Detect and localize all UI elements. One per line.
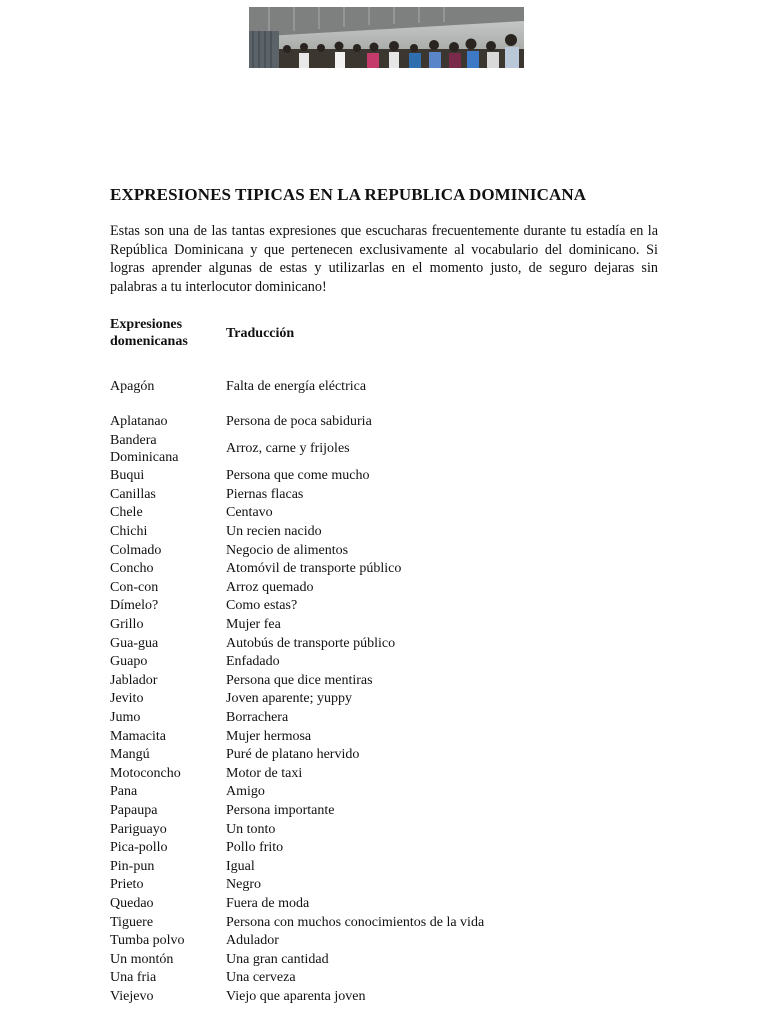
table-row <box>110 522 670 541</box>
expression-term: Pariguayo <box>110 821 167 837</box>
expression-translation: Atomóvil de transporte público <box>226 561 402 577</box>
header-photo <box>249 7 524 68</box>
expression-translation: Mujer hermosa <box>226 728 312 744</box>
expression-translation: Enfadado <box>226 654 280 670</box>
expression-translation: Fuera de moda <box>226 895 310 911</box>
table-row <box>110 578 670 597</box>
expression-term: Motoconcho <box>110 765 181 781</box>
expression-term: Buqui <box>110 468 145 484</box>
expression-translation: Adulador <box>226 933 279 949</box>
expression-translation: Persona con muchos conocimientos de la vida <box>226 914 485 930</box>
expression-term: Viejevo <box>110 988 154 1004</box>
expression-translation: Piernas flacas <box>226 486 304 502</box>
page-title: EXPRESIONES TIPICAS EN LA REPUBLICA DOMINICANA <box>110 185 587 204</box>
expression-translation: Persona que dice mentiras <box>226 672 373 688</box>
table-row <box>110 377 670 396</box>
expression-translation: Mujer fea <box>226 617 281 633</box>
expression-translation: Como estas? <box>226 598 298 614</box>
expressions-table <box>110 377 670 1006</box>
expression-term: Canillas <box>110 486 156 502</box>
expression-translation: Borrachera <box>226 710 289 726</box>
expression-translation: Igual <box>226 858 255 874</box>
table-row <box>110 504 670 523</box>
expression-term: Pana <box>110 784 138 800</box>
table-row <box>110 412 670 431</box>
expression-term: Concho <box>110 561 154 577</box>
table-row <box>110 708 670 727</box>
table-row <box>110 820 670 839</box>
table-row <box>110 857 670 876</box>
column-header-translation: Traducción <box>226 326 295 341</box>
expression-term: Con-con <box>110 579 159 595</box>
table-row <box>110 597 670 616</box>
table-row <box>110 690 670 709</box>
expression-term: Una fria <box>110 970 157 986</box>
table-row <box>110 559 670 578</box>
expression-term: Grillo <box>110 617 144 633</box>
expression-term: Jumo <box>110 710 141 726</box>
expression-translation: Viejo que aparenta joven <box>226 988 366 1004</box>
table-row <box>110 764 670 783</box>
expression-translation: Joven aparente; yuppy <box>226 691 352 707</box>
expression-term: Jevito <box>110 691 144 707</box>
expression-term: Guapo <box>110 654 148 670</box>
expression-translation: Arroz, carne y frijoles <box>226 441 350 456</box>
expression-translation: Autobús de transporte público <box>226 635 396 651</box>
table-row <box>110 783 670 802</box>
table-row <box>110 671 670 690</box>
expression-translation: Persona importante <box>226 802 335 818</box>
expression-term: Chichi <box>110 524 148 540</box>
table-row <box>110 987 670 1006</box>
expression-term: Chele <box>110 505 143 521</box>
table-row <box>110 727 670 746</box>
expression-term: Jablador <box>110 672 158 688</box>
table-row <box>110 969 670 988</box>
expression-translation: Amigo <box>226 784 265 800</box>
expression-term: Aplatanao <box>110 413 168 429</box>
table-row <box>110 913 670 932</box>
expression-translation: Una cerveza <box>226 970 296 986</box>
expression-term: Colmado <box>110 542 162 558</box>
table-row <box>110 485 670 504</box>
table-row <box>110 431 670 467</box>
intro-paragraph: Estas son una de las tantas expresiones que escucharas frecuentemente durante tu estadía en la República Dominicana y que pertenecen exclusivamente al vocabulario del dominicano. Si logras aprender algunas de estas y utilizarlas en el momento justo, de seguro dejaras sin palabras a tu interlocutor dominicano! <box>110 223 658 295</box>
expression-term: Quedao <box>110 895 154 911</box>
table-row <box>110 931 670 950</box>
table-row <box>110 615 670 634</box>
table-row <box>110 541 670 560</box>
expression-term: Bandera Dominicana <box>110 432 179 465</box>
expression-translation: Una gran cantidad <box>226 951 329 967</box>
table-row <box>110 652 670 671</box>
expression-translation: Un tonto <box>226 821 276 837</box>
expression-term: Mamacita <box>110 728 166 744</box>
expression-term: Apagón <box>110 379 155 394</box>
expression-term: Un montón <box>110 951 174 967</box>
expression-translation: Persona que come mucho <box>226 468 370 484</box>
expression-translation: Falta de energía eléctrica <box>226 379 367 394</box>
expression-translation: Centavo <box>226 505 273 521</box>
table-row <box>110 838 670 857</box>
expression-term: Tiguere <box>110 914 154 930</box>
column-header-expression: Expresiones domenicanas <box>110 317 188 349</box>
expression-translation: Negro <box>226 877 261 893</box>
expression-translation: Persona de poca sabiduria <box>226 413 372 429</box>
expression-translation: Motor de taxi <box>226 765 303 781</box>
expression-translation: Pollo frito <box>226 840 284 856</box>
table-row <box>110 745 670 764</box>
expression-term: Tumba polvo <box>110 933 185 949</box>
expression-term: Dímelo? <box>110 598 159 614</box>
table-row <box>110 950 670 969</box>
expression-term: Prieto <box>110 877 144 893</box>
expression-term: Pin-pun <box>110 858 155 874</box>
table-row <box>110 634 670 653</box>
table-row <box>110 801 670 820</box>
expression-translation: Puré de platano hervido <box>226 747 360 763</box>
expression-term: Gua-gua <box>110 635 159 651</box>
expression-translation: Negocio de alimentos <box>226 542 349 558</box>
expression-term: Pica-pollo <box>110 840 168 856</box>
expression-translation: Un recien nacido <box>226 524 322 540</box>
expression-term: Mangú <box>110 747 150 763</box>
table-row <box>110 876 670 895</box>
expression-term: Papaupa <box>110 802 158 818</box>
table-row <box>110 894 670 913</box>
table-row <box>110 467 670 486</box>
expression-translation: Arroz quemado <box>226 579 314 595</box>
